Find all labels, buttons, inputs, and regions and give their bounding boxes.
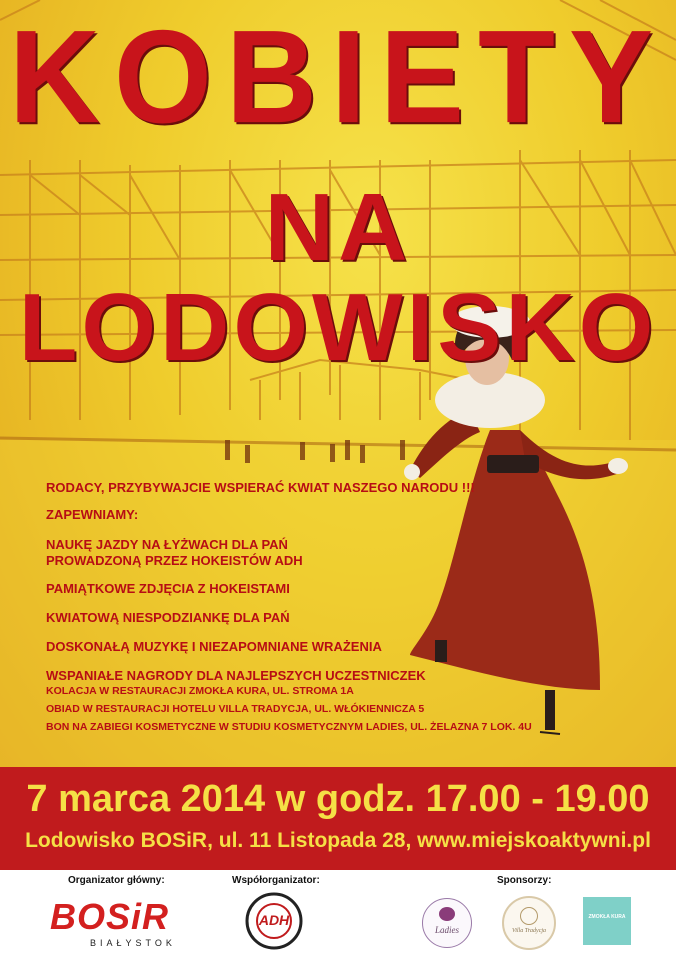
sponsors-label: Sponsorzy:: [497, 875, 552, 886]
offer-photos: PAMIĄTKOWE ZDJĘCIA Z HOKEISTAMI: [46, 581, 290, 596]
ladies-logo: [422, 898, 472, 948]
villa-emblem-icon: [520, 907, 538, 925]
event-venue: Lodowisko BOSiR, ul. 11 Listopada 28, www.miejskoaktywni.pl: [25, 829, 651, 852]
prize-dinner-zmokla-kura: KOLACJA W RESTAURACJI ZMOKŁA KURA, UL. STROMA 1A: [46, 685, 354, 697]
poster-title-line1: KOBIETY: [8, 2, 668, 151]
rose-icon: [439, 907, 455, 921]
ladies-logo-text: Ladies: [434, 925, 459, 935]
offer-prizes: WSPANIAŁE NAGRODY DLA NAJLEPSZYCH UCZESTNICZEK: [46, 668, 426, 683]
poster-title-line2: NA LODOWISKO: [18, 174, 658, 381]
we-provide-heading: ZAPEWNIAMY:: [46, 507, 139, 522]
zmokla-kura-logo: [583, 897, 631, 945]
event-description: [46, 480, 532, 734]
prize-cosmetics-voucher: BON NA ZABIEGI KOSMETYCZNE W STUDIU KOSMETYCZNYM LADIES, UL. ŻELAZNA 7 LOK. 4U: [46, 721, 532, 733]
event-date-time: 7 marca 2014 w godz. 17.00 - 19.00: [26, 778, 650, 820]
bosir-logo: BOSiR: [50, 896, 170, 937]
villa-tradycja-logo: [502, 896, 556, 950]
offer-music: DOSKONAŁĄ MUZYKĘ I NIEZAPOMNIANE WRAŻENIA: [46, 639, 382, 654]
offer-skating-lessons: NAUKĘ JAZDY NA ŁYŻWACH DLA PAŃ: [46, 537, 288, 552]
offer-skating-lessons-cont: PROWADZONĄ PRZEZ HOKEISTÓW ADH: [46, 553, 303, 568]
slogan-text: RODACY, PRZYBYWAJCIE WSPIERAĆ KWIAT NASZEGO NARODU !!!: [46, 480, 475, 495]
organizer-label: Organizator główny:: [68, 875, 165, 886]
bosir-logo-city: BIAŁYSTOK: [90, 938, 176, 948]
offer-flower-surprise: KWIATOWĄ NIESPODZIANKĘ DLA PAŃ: [46, 610, 290, 625]
coorganizer-label: Współorganizator:: [232, 875, 320, 886]
zmokla-kura-logo-text: ZMOKŁA KURA: [588, 914, 626, 920]
villa-logo-text: Villa Tradycja: [511, 928, 547, 934]
prize-lunch-villa-tradycja: OBIAD W RESTAURACJI HOTELU VILLA TRADYCJA, UL. WŁÓKIENNICZA 5: [46, 703, 425, 715]
adh-logo: [245, 892, 303, 950]
adh-logo-text: ADH: [258, 912, 290, 928]
